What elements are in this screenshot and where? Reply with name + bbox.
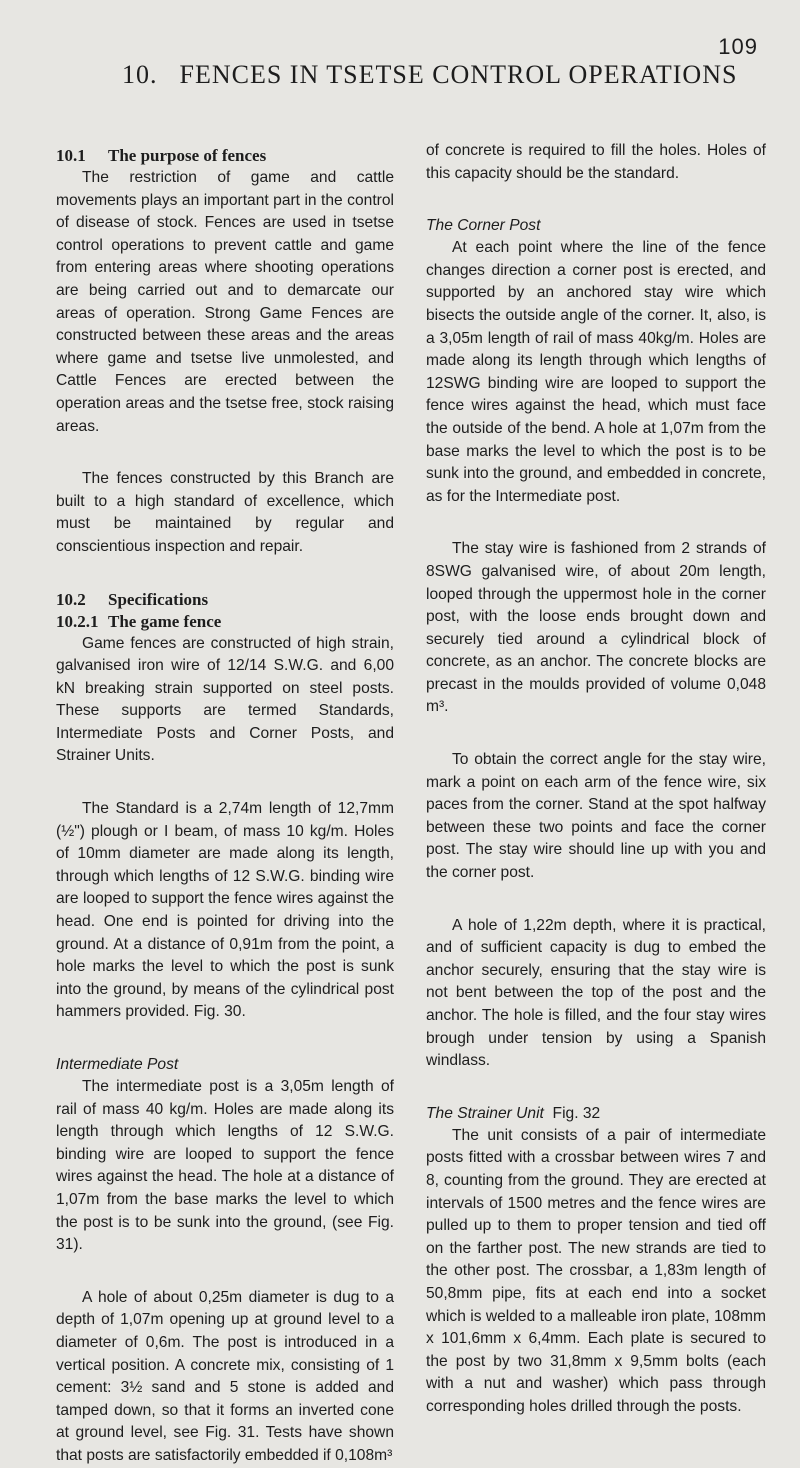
paragraph-stay-wire: The stay wire is fashioned from 2 strands of 8SWG galvanised wire, of about 20m length, looped through the uppermost hole in the corner post, with the loose ends brought down and securely tied around a cylindrical block of concrete, as an anchor. The concrete blocks are precast in the moulds provided of volume 0,048 m³.	[426, 540, 766, 716]
section-number: 10.2	[56, 589, 86, 609]
section-heading-10-2	[56, 589, 394, 611]
section-heading-10-1	[56, 145, 394, 167]
page-number: 109	[718, 34, 758, 59]
paragraph-anchor-hole: A hole of 1,22m depth, where it is practical, and of sufficient capacity is dug to embed the anchor securely, ensuring that the stay wire is not bent between the top of the post and the anchor. The hole is filled, and the four stay wires brough under tension by using a Spanish windlass.	[426, 916, 766, 1070]
paragraph-corner-post: At each point where the line of the fence changes direction a corner post is erected, and supported by an anchored stay wire which bisects the outside angle of the corner. It, also, is a 3,05m length of rail of mass 40kg/m. Holes are made along its length through which lengths of 12SWG binding wire are looped to support the fence wires against the head, which must face the outside of the bend. A hole at 1,07m from the base marks the level to which the post is to be sunk into the ground, and embedded in concrete, as for the Intermediate post.	[426, 239, 766, 505]
paragraph-purpose: The restriction of game and cattle movements plays an important part in the control of disease of stock. Fences are used in tsetse control operations to prevent cattle and game from entering areas where shooting operations are being carried out and to demarcate our areas of operation. Strong Game Fences are constructed between these areas and the areas where game and tsetse live unmolested, and Cattle Fences are erected between the operation areas and the tsetse free, stock raising areas.	[56, 169, 394, 435]
heading-intermediate-post: Intermediate Post	[56, 1056, 179, 1073]
paragraph-stay-angle: To obtain the correct angle for the stay wire, mark a point on each arm of the fence wire, six paces from the corner. Stand at the spot halfway between these two points and face the corner post. The stay wire should line up with you and the corner post.	[426, 751, 766, 882]
section-heading-10-2-1	[56, 611, 394, 633]
paragraph-standard: The Standard is a 2,74m length of 12,7mm (½") plough or I beam, of mass 10 kg/m. Holes of 10mm diameter are made along its length, through which lengths of 12 S.W.G. binding wire are looped to support the fence wires against the head. One end is pointed for driving into the ground. At a distance of 0,91m from the point, a hole marks the level to which the post is sunk into the ground, by means of the cylindrical post hammers provided. Fig. 30.	[56, 800, 394, 1021]
section-title: The purpose of fences	[108, 146, 267, 165]
section-number: 10.2.1	[56, 611, 99, 631]
chapter-title-text: FENCES IN TSETSE CONTROL OPERATIONS	[179, 60, 738, 89]
chapter-title	[122, 60, 737, 90]
paragraph-strainer-unit: The unit consists of a pair of intermediate posts fitted with a crossbar between wires 7 and 8, counting from the ground. They are erected at intervals of 1500 metres and the fence wires are pulled up to them to proper tension and tied off on the farther post. The new strands are tied to the other post. The crossbar, a 1,83m length of 50,8mm pipe, fits at each end into a socket which is welded to a malleable iron plate, 108mm x 101,6mm x 6,4mm. Each plate is secured to the post by two 31,8mm x 9,5mm bolts (each with a nut and washer) which pass through corresponding holes drilled through the posts.	[426, 1126, 766, 1415]
paragraph-concrete-capacity: of concrete is required to fill the holes. Holes of this capacity should be the standard.	[426, 142, 766, 182]
paragraph-intermediate-post: The intermediate post is a 3,05m length of rail of mass 40 kg/m. Holes are made along its length through which lengths of 12 S.W.G. binding wire are looped to support the fence wires against the head. The hole at a distance of 1,07m from the base marks the level to which the post is to be sunk into the ground, (see Fig. 31).	[56, 1078, 394, 1254]
strainer-heading-text: The Strainer Unit	[426, 1104, 544, 1122]
paragraph-game-fence: Game fences are constructed of high strain, galvanised iron wire of 12/14 S.W.G. and 6,00 kN breaking strain supported on steel posts. These supports are termed Standards, Intermediate Posts and Corner Posts, and Strainer Units.	[56, 634, 394, 765]
heading-strainer-unit	[426, 1103, 766, 1125]
section-title: Specifications	[108, 589, 209, 609]
section-title: The game fence	[108, 611, 222, 631]
chapter-number: 10.	[122, 60, 158, 89]
strainer-figure-ref: Fig. 32	[552, 1104, 601, 1122]
right-column	[426, 140, 766, 1419]
section-number: 10.1	[56, 146, 86, 165]
paragraph-hole-concrete: A hole of about 0,25m diameter is dug to a depth of 1,07m opening up at ground level to a diameter of 0,6m. The post is introduced in a vertical position. A concrete mix, consisting of 1 cement: 3½ sand and 5 stone is added and tamped down, so that it forms an inverted cone at ground level, see Fig. 31. Tests have shown that posts are satisfactorily embedded if 0,108m³	[56, 1288, 394, 1464]
left-column	[56, 145, 394, 1468]
heading-corner-post: The Corner Post	[426, 217, 541, 235]
paragraph-standard-excellence: The fences constructed by this Branch are built to a high standard of excellence, which must be maintained by regular and conscientious inspection and repair.	[56, 470, 394, 555]
